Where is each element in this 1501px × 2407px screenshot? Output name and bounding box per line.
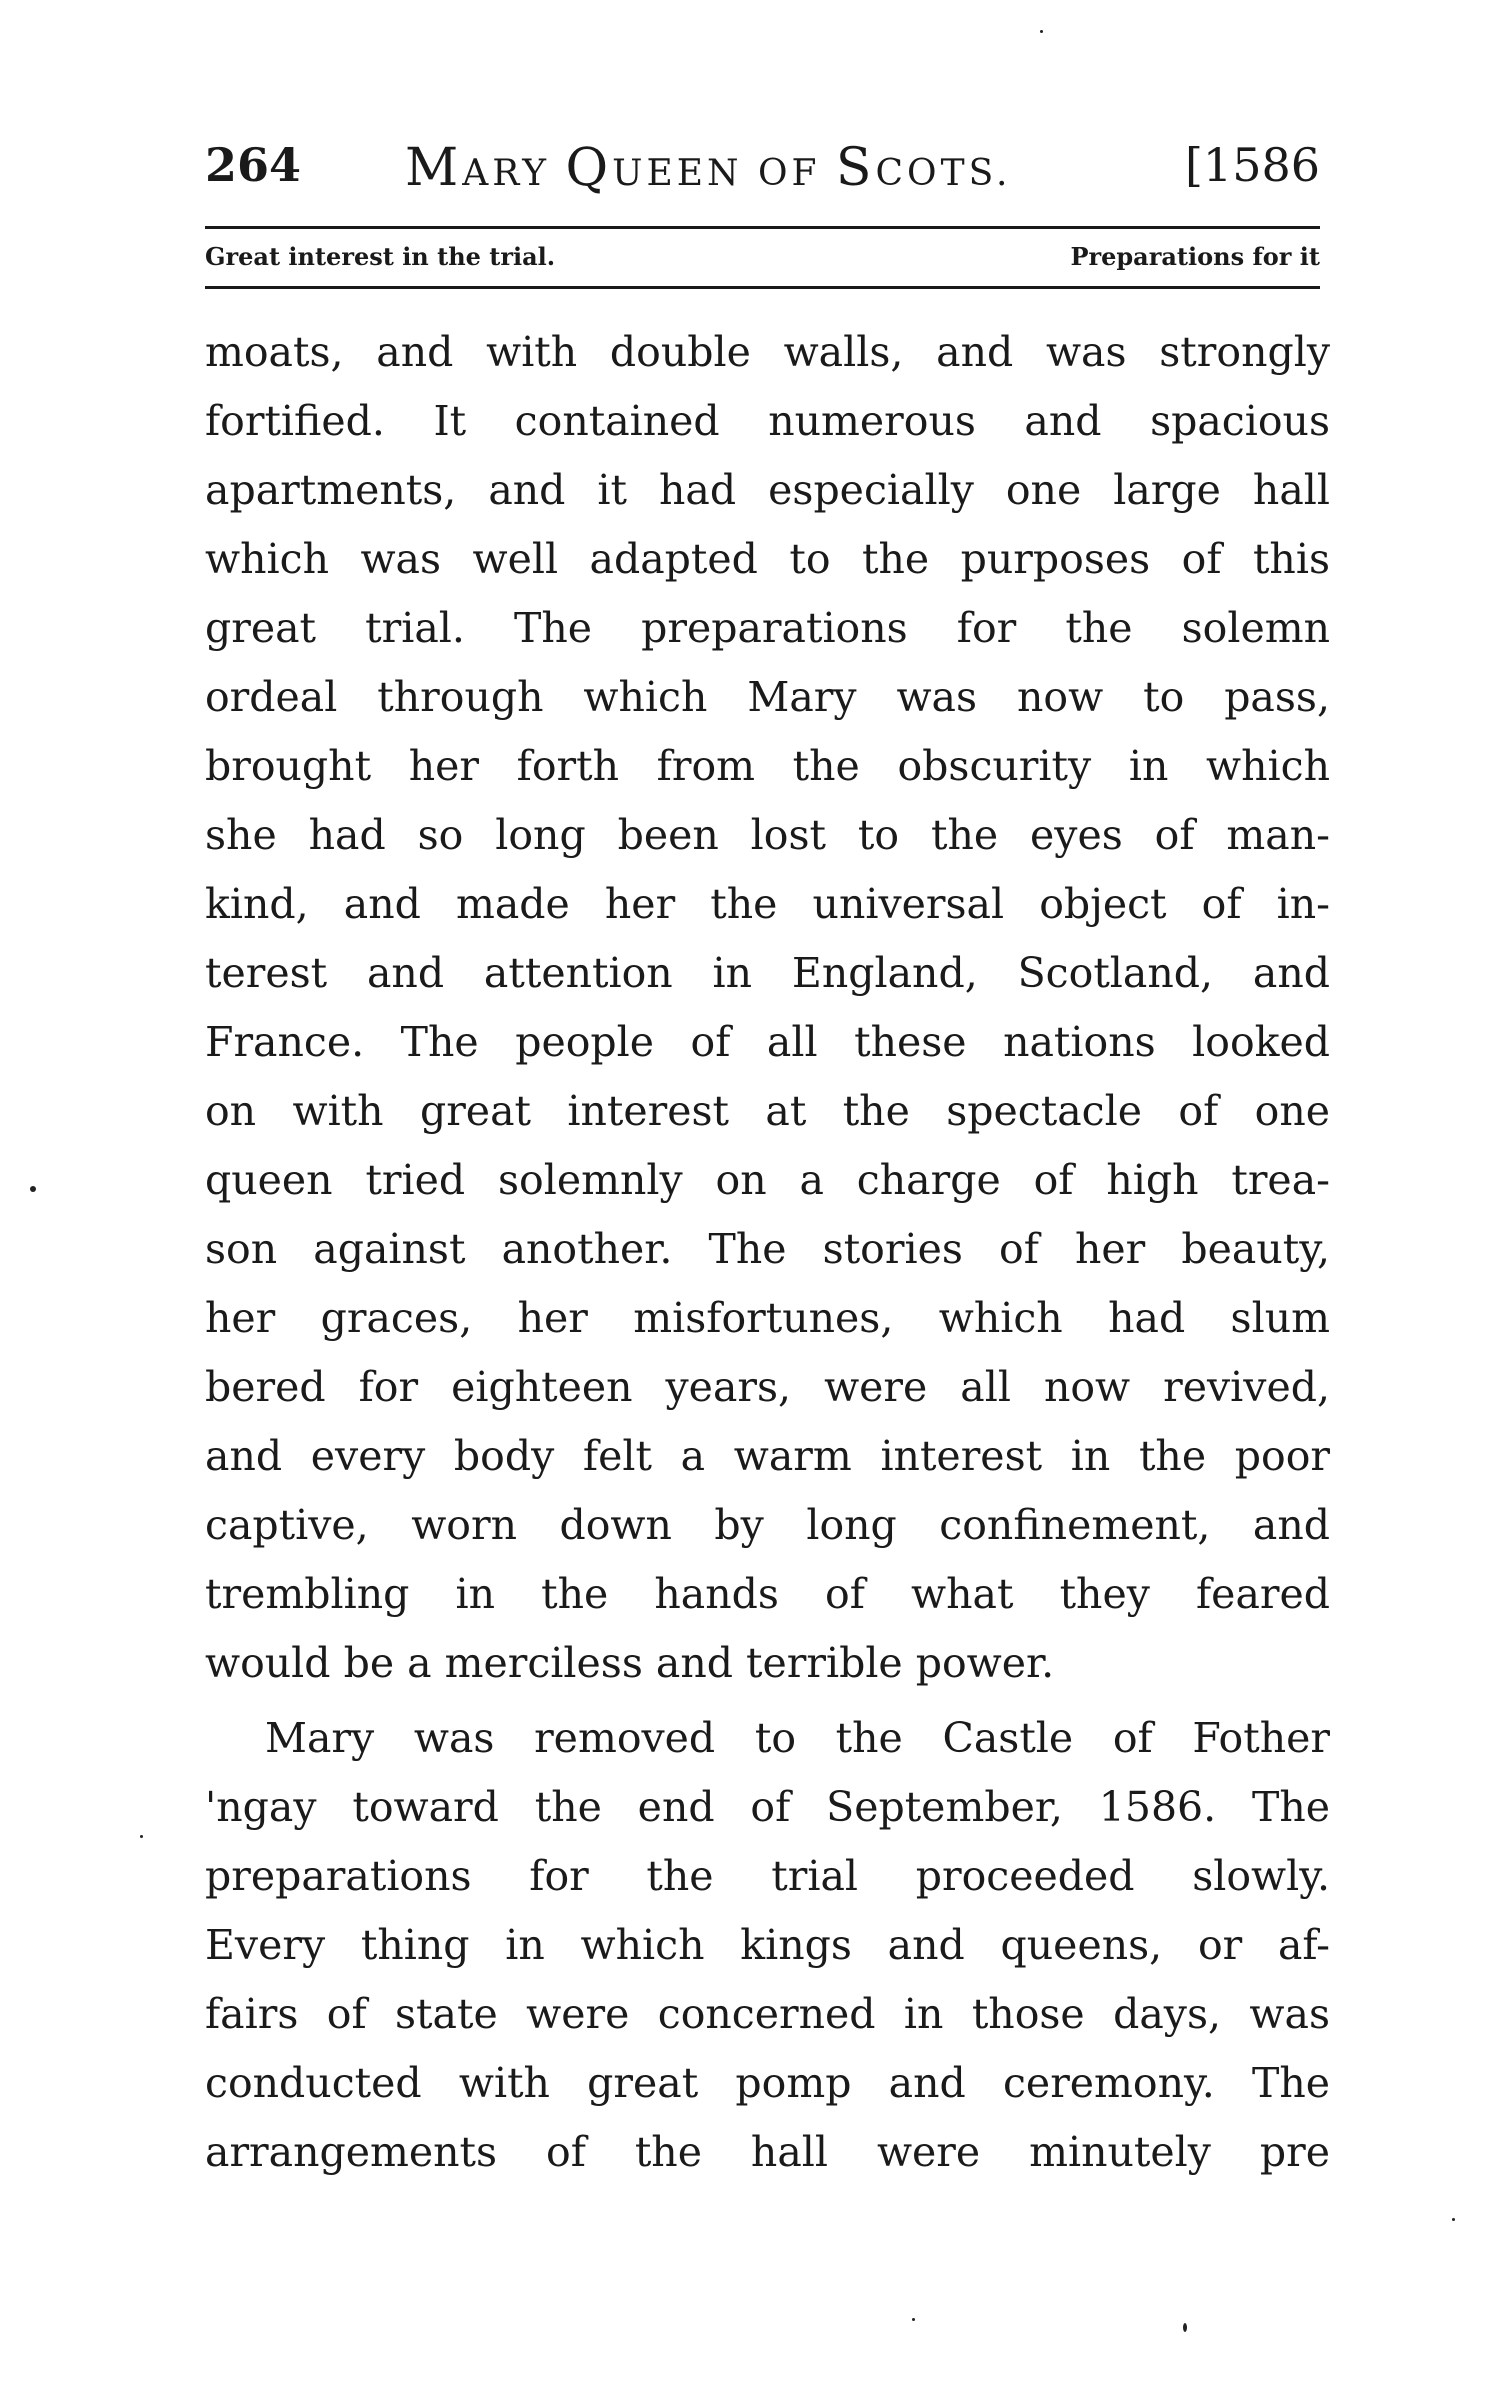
- text-line: which was well adapted to the purposes of this: [205, 535, 1330, 583]
- text-line: trembling in the hands of what they feared: [205, 1570, 1330, 1618]
- scan-speck: [30, 1186, 36, 1192]
- sidenote-right: Preparations for it: [1070, 242, 1320, 271]
- text-line: fortified. It contained numerous and spacious: [205, 397, 1330, 445]
- text-line: on with great interest at the spectacle of one: [205, 1087, 1330, 1135]
- text-line: and every body felt a warm interest in the poor: [205, 1432, 1330, 1480]
- scan-speck: [140, 1835, 143, 1838]
- paragraph: [205, 318, 1330, 1698]
- text-line: Every thing in which kings and queens, or af-: [205, 1921, 1330, 1969]
- running-title-part: ARY: [462, 153, 566, 194]
- page-number: 264: [205, 138, 302, 192]
- text-line: son against another. The stories of her beauty,: [205, 1225, 1330, 1273]
- scan-speck: [912, 2318, 915, 2321]
- page-header: [205, 138, 1320, 208]
- sidenotes: [205, 236, 1320, 280]
- text-line: 'ngay toward the end of September, 1586. The: [205, 1783, 1330, 1831]
- header-rule-bottom: [205, 286, 1320, 289]
- text-line: her graces, her misfortunes, which had slum: [205, 1294, 1330, 1342]
- header-rule-top: [205, 226, 1320, 229]
- running-title-part: UEEN OF: [612, 153, 836, 194]
- text-line: bered for eighteen years, were all now revived,: [205, 1363, 1330, 1411]
- text-line: captive, worn down by long confinement, and: [205, 1501, 1330, 1549]
- paragraph: [205, 1704, 1330, 2187]
- running-title-part: M: [405, 138, 463, 198]
- running-title-part: COTS.: [875, 153, 1012, 194]
- text-line: Mary was removed to the Castle of Fother: [265, 1714, 1330, 1762]
- text-line: she had so long been lost to the eyes of man-: [205, 811, 1330, 859]
- text-line: brought her forth from the obscurity in which: [205, 742, 1330, 790]
- scan-speck: [1183, 2323, 1187, 2332]
- text-line: France. The people of all these nations looked: [205, 1018, 1330, 1066]
- text-line: moats, and with double walls, and was strongly: [205, 328, 1330, 376]
- text-line: queen tried solemnly on a charge of high trea-: [205, 1156, 1330, 1204]
- text-line: great trial. The preparations for the solemn: [205, 604, 1330, 652]
- running-title: [405, 138, 1011, 198]
- text-line: would be a merciless and terrible power.: [205, 1639, 1055, 1687]
- running-title-part: S: [835, 138, 876, 198]
- text-line: fairs of state were concerned in those days, was: [205, 1990, 1330, 2038]
- page-year: [1586: [1184, 138, 1320, 192]
- text-line: preparations for the trial proceeded slowly.: [205, 1852, 1330, 1900]
- text-line: apartments, and it had especially one large hall: [205, 466, 1330, 514]
- body-text: [205, 318, 1330, 2187]
- scan-speck: [1452, 2218, 1455, 2221]
- text-line: terest and attention in England, Scotland, and: [205, 949, 1330, 997]
- sidenote-left: Great interest in the trial.: [205, 242, 556, 271]
- text-line: arrangements of the hall were minutely pre: [205, 2128, 1330, 2176]
- text-line: ordeal through which Mary was now to pass,: [205, 673, 1330, 721]
- scan-speck: [1040, 30, 1043, 33]
- running-title-part: Q: [565, 138, 613, 198]
- text-line: kind, and made her the universal object of in-: [205, 880, 1330, 928]
- text-line: conducted with great pomp and ceremony. The: [205, 2059, 1330, 2107]
